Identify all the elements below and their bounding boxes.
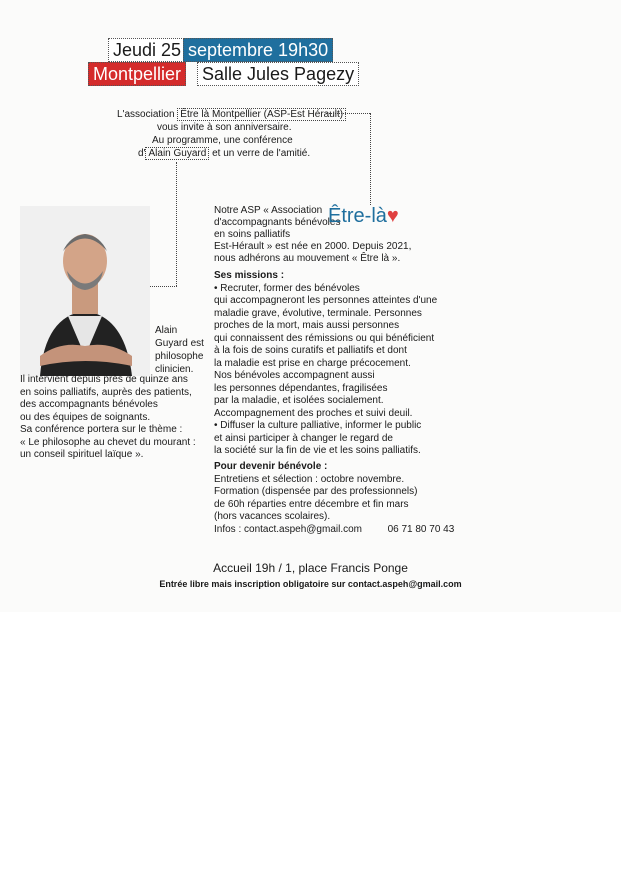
speaker-portrait-icon [20,206,150,376]
speaker-photo [20,206,150,376]
mission-line: les personnes dépendantes, fragilisées [214,382,388,394]
bio-line: un conseil spirituel laïque ». [20,449,144,460]
bio-line: « Le philosophe au chevet du mourant : [20,436,196,448]
mission-line: Accompagnement des proches et suivi deuil. [214,407,413,419]
connector-left [176,162,177,286]
date-time: septembre 19h30 [183,38,333,62]
connector-top [326,113,370,114]
mission-line: par la maladie, et isolées socialement. [214,395,384,406]
missions-section [214,270,437,458]
bio-line: des accompagnants bénévoles [20,399,158,410]
association-name-box: Être là Montpellier (ASP-Est Hérault) [177,108,346,121]
bio-line: ou des équipes de soignants. [20,411,151,423]
caption-line: clinicien. [155,364,194,375]
volunteer-title: Pour devenir bénévole : [214,461,328,472]
speaker-bio [20,374,196,462]
footer-entry: Entrée libre mais inscription obligatoire sur contact.aspeh@gmail.com [159,579,462,589]
caption-line: philosophe [155,351,204,362]
intro-d: d' [138,148,146,159]
caption-line: Guyard est [155,338,204,349]
volunteer-line: Formation (dispensée par des professionnels) [214,486,418,497]
footer-accueil: Accueil 19h / 1, place Francis Ponge [213,561,408,575]
mission-line: la maladie est prise en charge précocement. [214,357,411,369]
mission-line: et ainsi participer à changer le regard de [214,432,393,444]
date-day: Jeudi 25 [108,38,186,62]
volunteer-line: Entretiens et sélection : octobre novembre. [214,473,405,485]
bio-line: Sa conférence portera sur le thème : [20,424,183,435]
intro-line-2: vous invite à son anniversaire. [157,122,292,133]
mission-line: qui accompagneront les personnes atteintes d'une [214,295,438,306]
missions-title: Ses missions : [214,270,285,281]
asp-line: d'accompagnants bénévoles [214,217,341,228]
contact-phone: 06 71 80 70 43 [387,523,455,535]
asp-line: nous adhérons au mouvement « Être là ». [214,253,401,264]
city-label: Montpellier [88,62,186,86]
volunteer-contact-line [214,524,454,537]
connector-photo [150,286,177,287]
intro-prefix: L'association [117,109,175,120]
photo-caption [155,324,204,376]
intro-line-4 [138,147,310,160]
mission-line: maladie grave, évolutive, terminale. Personnes [214,307,422,319]
mission-line: à la fois de soins curatifs et palliatifs et dont [214,345,407,356]
heart-icon: ♥ [386,205,399,227]
venue-label: Salle Jules Pagezy [197,62,359,86]
intro-line-3: Au programme, une conférence [152,135,293,146]
asp-line: Notre ASP « Association [214,205,323,216]
volunteer-line: de 60h réparties entre décembre et fin mars [214,498,409,510]
speaker-name-box: Alain Guyard [145,147,209,160]
logo-text: Être-là [328,205,387,227]
mission-line: • Diffuser la culture palliative, informer le public [214,420,422,431]
volunteer-line: (hors vacances scolaires). [214,511,331,522]
mission-line: proches de la mort, mais aussi personnes [214,320,400,331]
asp-line: en soins palliatifs [214,229,291,240]
contact-email: Infos : contact.aspeh@gmail.com [214,523,362,535]
volunteer-section [214,461,454,536]
asp-line: Est-Hérault » est née en 2000. Depuis 2021, [214,241,412,252]
blank-area [0,612,621,877]
caption-line: Alain [155,325,178,336]
etre-la-logo [328,205,399,228]
mission-line: Nos bénévoles accompagnent aussi [214,370,375,381]
mission-line: • Recruter, former des bénévoles [214,282,360,294]
connector-right [370,113,371,205]
mission-line: qui connaissent des rémissions ou qui bénéficient [214,332,435,344]
intro-line-1 [117,108,346,121]
intro-suffix: et un verre de l'amitié. [212,148,311,159]
mission-line: la société sur la fin de vie et les soins palliatifs. [214,445,421,456]
bio-line: Il intervient depuis près de quinze ans [20,374,188,385]
bio-line: en soins palliatifs, auprès des patients, [20,386,192,398]
